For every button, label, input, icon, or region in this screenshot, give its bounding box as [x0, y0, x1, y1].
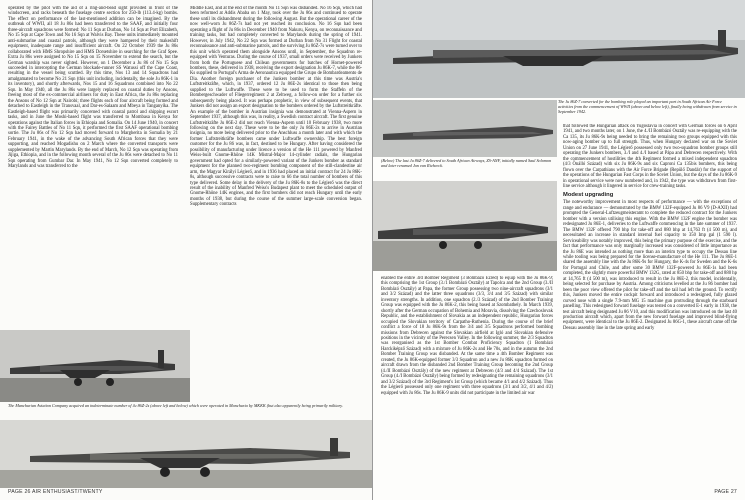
section-heading: Modest upgrading	[563, 192, 614, 199]
right-page-folio: PAGE 27	[714, 489, 737, 495]
manchurian-aircraft-photo	[0, 330, 190, 402]
saaf-ju86-photo-svg	[373, 0, 745, 98]
right-left-caption-text: (Below) The last Ju 86Z-7 delivered to South African Airways, ZS-ANF, initially named Saul Solomon and later renamed Jan van Riebeeck.	[381, 159, 552, 168]
right-page	[373, 0, 745, 500]
right-column-b2-text: The noteworthy improvement in most respects of performance — with the exceptions of range and endurance — demonstrated by the BMW 132F-equipped Ju 86 V9 (D-AXII) had prompted the General-Luftzeugmeisteramt to complete the reduced contract for the Junkers bomber with a version utilising this engine. With the BMW 132F engine the bomber was redesignated Ju 86E-1, deliveries to the Luftwaffe commencing in the late summer of 1937. The BMW 132F offered 790 bhp for take-off and 880 bhp at 14,763 ft (4 500 m), and necessitated an increase in standard internal fuel capacity to 350 Imp gal (1 590 l). Serviceability was notably improved, this being the primary purpose of the exercise, and the fact that performance was only marginally increased was considered of little importance as the Ju 86E was intended as nothing more than an interim type to occupy the Dessau line while tooling was being prepared for the license-manufacture of the He 111. The Ju 86E-1 shared the assembly line with the Ju 86K-9s for Hungary, the K-4s for Sweden and the K-6s for Portugal and Chile, and after some 30 BMW 132F-powered Ju 86E-1s had been completed, the slightly more powerful BMW 132G, rated at 850 bhp for take-off and 880 hp at 14,765 ft (4 500 m), was introduced to result in the Ju 86E-2, this model, incidentally, being selected for purchase by Austria. Among criticisms levelled at the Ju 86 bomber had been the poor view offered the pilot for take-off and the tail had left the ground. To rectify this, Junkers moved the entire cockpit forward and introduced a redesigned, fully glazed curved nose with a single 7.9-mm MG 15 machine gun protruding through the starboard panelling. This redesigned forward fuselage was tested on a converted E-1 early in 1938, the test aircraft being designated Ju 86 V10, and this modification was introduced on the last 40 production aircraft which, apart from the new forward fuselage and improved blind-flying equipment, were identical to the Ju 86E-2. Designated Ju 86G-1, these aircraft came off the Dessau assembly line in the late spring and early	[563, 200, 737, 331]
parked-ju86-photo-svg	[373, 181, 557, 271]
right-column-b	[563, 124, 737, 490]
left-column-2-text: Middle East, and at the end of the month No 11 Sqn was disbanded. No 16 Sqn, which had been reformed at Addis Ababa on 1 May, took over the Ju 86s and continued to operate these until its disbandment during the following August. But the operational career of the now well-worn Ju 86Z-7s had not yet reached its conclusion. No 16 Sqn had been operating a flight of Ju 86s in December 1940 from Nakuru, Kenya, on reconnaissance and training tasks, but had completely converted to Marylands during the spring of 1941. However, in July 1942, No 22 Sqn was formed at Durban from No 31 Flight for coastal reconnaissance and anti-submarine patrols, and the surviving Ju 86Z-7s were turned over to this unit which operated them alongside Ansons until, in September, the Squadron re-equipped with Venturas. During the course of 1937, small orders were received by Junkers from both the Portuguese and Chilean governments for batches of Hornet-powered bombers, these, delivered in 1938, receiving the export designation Ju 86K-7, while the 86-Ks supplied to Portugal's Arma de Aeronautica equipped the Grupo de Bombardeamento de Dia. Another foreign purchaser of the Junkers bomber at this time was Austria's Luftstreitkräfte, which, in 1937, ordered 12 Ju 86E-2s identical to those then being supplied to the Luftwaffe. These were to be used to form the Staffeln of the Bombergeschwader of Fliegerregiment 2 at Zeltweg, a follow-on order for a further six subsequently being placed. It was perhaps prophetic, in view of subsequent events, that Junkers did not assign an export designation to the bombers ordered by the Luftstreitkräfte. An example of the bomber in Austrian insignia was demonstrated at Vienna-Aspern in September 1937, although this was, in reality, a Swedish contract aircraft. The first genuine Luftstreitkräfte Ju 86E-2 did not reach Vienna-Aspern until 10 February 1938, two more following on the next day. These were to be the only Ju 86E-2s to arrive in Austrian insignia, no more being delivered prior to the Anschluss a month later and with which the former Luftstreitkräfte bombers came under Luftwaffe ownership. The best foreign customer for the Ju 86 was, in fact, destined to be Hungary. After having considered the possibility of manufacturing under licence a version of the He 111 powered by Manfred Weiss-built Gnome-Rhône 14K Mistral-Major 14-cylinder radials, the Hungarian government had opted for a similarly-powered variant of the Junkers bomber as standard equipment for the planned two-regiment bombing component of the still-clandestine air arm, the Magyar Királyi Légierő, and in 1936 had placed an initial contract for 24 Ju 86K-8s, although successive contracts were to raise to 66 the total number of bombers of this type delivered. Some delay in the delivery of the Ju 86K-8s to the Légierő was the direct result of the inability of Manfred Weiss's Budapest plant to meet the scheduled output of Gnome-Rhône 14K engines, and the first bombers did not reach Hungary until the early months of 1938, but during the course of the summer large-scale conversion began. Supplementary contracts	[190, 6, 362, 208]
aircraft-photo-svg	[0, 330, 190, 402]
right-column-a	[381, 276, 553, 490]
second-aircraft-photo	[0, 420, 372, 488]
right-left-caption	[381, 159, 553, 179]
right-column-b-text: that followed the Hungarian attack on Yugoslavia in concert with German forces on 6 April 1941, and two months later, on 1 June, the 4./II Bombázó Osztály was re-equipping with the Ca 135, its Ju 86K-9s being needed to bring the remaining two groups equipped with this now-aging bomber up to full strength. Thus, when Hungary declared war on the Soviet Union on 27 June 1941, the Légierő possessed only two two-squadron bomber groups still operating the Junkers bombers, 3./I and 4./I based at Pápa and Debrecen respectively. With the commencement of hostilities the 4th Regiment formed a mixed independent squadron (4/3 Önálló Század) with six Ju 86K-9s and six Caproni Ca 135bis bombers, this being flown over the Carpathians with the Air Force Brigade (Repülő Dandár) for the support of the operations of the Hungarian Fast Corps in the Soviet Union, but the days of the Ju 86K-9 in operational service were now numbered and, in 1942, the type was withdrawn from first-line service although it lingered in service for crew-training tasks.	[563, 124, 737, 189]
left-photo-caption-text: The Manchurian Aviation Company acquired an indeterminate number of Ju 86Z-2s (above left and below) which were operated in Manchuria by MKKK (but also apparently being primarily military.	[8, 404, 343, 408]
zs-anf-photo	[373, 100, 557, 157]
left-photo-caption	[8, 404, 363, 418]
zs-anf-photo-svg	[373, 100, 557, 157]
right-top-caption-text: The Ju 86Z-7 converted for the bombing role played an important part in South African Air Force activities from the commencement of WWII (above and below left), finally being withdrawn from service in September 1942.	[558, 100, 737, 114]
left-page-folio: PAGE 26 AIR ENTHUSIAST/TWENTY	[8, 489, 103, 495]
second-aircraft-photo-svg	[0, 420, 372, 488]
right-column-a-text: enabled the entire 3rd Bomber Regiment (3 Bombázó Ezred) to equip with the Ju 86K-9; this comprising the 1st Group (3./1 Bombázó Osztály) at Tapolca and the 2nd Group (3./II Bombázó Osztály) at Papa, the former Group possessing two nine-aircraft squadrons (3/1 and 3/2 Század) and the latter three squadrons (3/3, 3/4 and 3/5 Század) with similar inventory strengths. In addition, one squadron (2./3 Század) of the 2nd Bomber Training Group was equipped with the Ju 86K-2, this being based at Szombathely. In March 1939, shortly after the German occupation of Bohemia and Moravia, dissolving the Czechoslovak Republic, and the establishment of Slovakia as an independent republic, Hungarian forces occupied the Slovakian territory of Carpatho-Ruthenia. During the course of the brief conflict a force of 18 Ju 86K-9s from the 3/4 and 3/5 Squadrons performed bombing missions from Debrecen against the Slovakian airfield at Igló and Slovakian defensive positions in the vicinity of the Perecsen Valley. In the following summer, the 2/3 Squadron was reorganised as the 1st Bomber Combat Proficiency Squadron (1 Bombázó Harckiképző Század) with a mixture of Ju 86K-2s and He 70s, and in the autumn the 2nd Bomber Training Group was disbanded. At the same time a 4th Bomber Regiment was created, the Ju 86K-equipped former 3/3 Squadron and a new Ju 86K squadron formed on aircraft drawn from the disbanded 2nd Bomber Training Group becoming the 2nd Group (4./II Bombázó Osztály) of the new regiment at Debrecen (4/3 and 4/4 Század). The 1st Group (4./I Bombázó Osztály) being formed by redesignating the remaining squadrons (3/1 and 3/2 Század) of the 3rd Regiment's 1st Group (which became 4/1 and 4/2 Század). Thus the Légierő possessed only one regiment with three squadrons (3/1 and 3/2, 4/1 and 4/2) equipped with Ju 86s. The Ju 86K-9 units did not participate in the limited air war	[381, 276, 553, 396]
saaf-ju86-photo	[373, 0, 745, 98]
right-top-caption	[558, 100, 738, 122]
left-column-2	[190, 6, 362, 401]
left-column-1-text: operated by the pilot with the aid of a ring-and-bead sight provided in front of the windscreen, and racks beneath the fuselage centre section for 250-lb (113.4-kg) bombs. The effect on performance of the last-mentioned addition can be imagined. By the outbreak of WWII, all 18 Ju 86s had been transferred to the SAAF, and initially four three-aircraft squadrons were formed: No 11 Sqn at Durban, No 14 Sqn at Port Elizabeth, No 15 Sqn at Cape Town and No 16 Sqn at Walvis Bay. These units immediately mounted anti-submarine and coastal patrols, although they were hampered by their makeshift equipment, inadequate range and insufficient aircraft. On 22 October 1939 the Ju 86s collaborated with HMS Shropshire and HMS Dorsetshire in searching for the Graf Spee. Extra Ju 86s were assigned to No 15 Sqn on 15 November to extend the search, but the German warship was never sighted. However, on 1 December a Ju 86 of No 15 Sqn succeeded in intercepting the German blockade-runner SS Watussi off the Cape Coast, resulting in the vessel being scuttled. By this time, Nos 13 and 14 Squadrons had amalgamated to become No 21 Sqn (this unit including, incidentally, the sole Ju 86K-1 in its inventory), and shortly afterwards, Nos 15 and 16 Squadrons combined into No 22 Sqn. In May 1940, all the Ju 86s were largely replaced on coastal duties by Ansons, freeing most of the ex-commercial airliners for duty in East Africa, the Ju 86s replacing the Ansons of No 12 Sqn at Nairobi; three flights each of four aircraft being formed and detached to Eastleigh in the Transvaal, and Dar-es-Salaam and Mbeya in Tanganyika. The Eastleigh-based flight was primarily concerned with coastal patrol and shipping escort tasks, and in June the Moshi-based flight was transferred to Mombasa in Kenya for operations against the Italian forces in Ethiopia and Somalia. On 14 June 1940, in concert with the Fairey Battles of No 11 Sqn, it performed the first SAAF operational bombing sortie. The Ju 86s of No 12 Sqn had moved forward to Margherita in Somalia by 21 February 1941, in the wake of the advancing South African forces that they were supporting, and reached Mogadishu on 2 March where the converted transports were supplemented by Martin Marylands. By the end of March, No 12 Sqn was operating from Jijiga, Ethiopia, and in the following month several of the Ju 86s were detached to No 11 Sqn operating from Gumbar Dar. In May 1941, No 12 Sqn converted completely to Marylands and was transferred to the	[8, 6, 178, 170]
parked-ju86-photo	[373, 181, 557, 271]
